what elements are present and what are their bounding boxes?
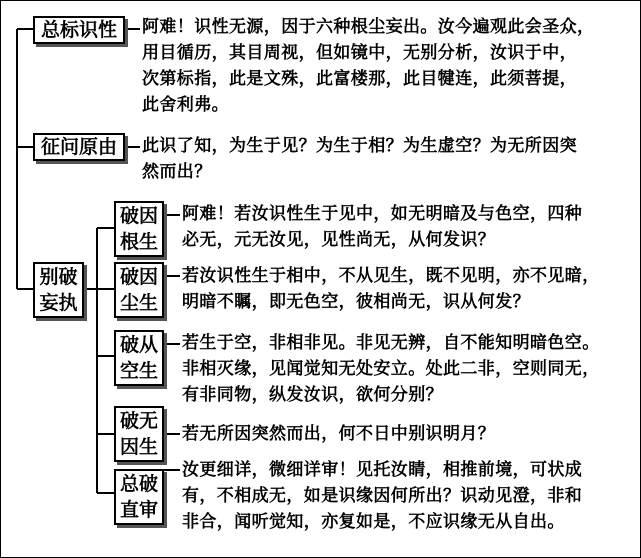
node-zhengwen-yuanyou xyxy=(33,133,125,161)
text-poyin xyxy=(182,421,495,447)
node-label-line: 别破 xyxy=(39,266,78,288)
text-line: 必无，元无汝见，见性尚无，从何发识？ xyxy=(182,230,496,250)
node-label-line: 破从 xyxy=(119,334,158,356)
text-pokong xyxy=(182,330,600,408)
node-pocong-kongsheng xyxy=(114,330,164,386)
node-label-line: 总破 xyxy=(119,473,158,495)
node-biepo-wangzhi xyxy=(33,262,84,318)
text-line: 有非同物，纵发汝识，欲何分别？ xyxy=(182,385,443,405)
node-powu-yinsheng xyxy=(114,406,164,462)
node-zongbiao-shixing xyxy=(33,16,125,44)
text-line: 阿难！若汝识性生于见中，如无明暗及与色空，四种 xyxy=(182,204,583,224)
text-line: 用目循历，其目周视，但如镜中，无别分析，汝识于中， xyxy=(142,43,577,63)
node-poyin-chensheng xyxy=(114,262,164,318)
text-line: 若生于空，非相非见。非见无辨，自不能知明暗色空。 xyxy=(182,333,600,353)
node-label-line: 直审 xyxy=(119,499,158,521)
text-line: 此舍利弗。 xyxy=(142,95,229,115)
text-line: 次第标指，此是文殊，此富楼那，此目犍连，此须菩提， xyxy=(142,69,577,89)
node-label-line: 破因 xyxy=(119,266,158,288)
text-zhengwen xyxy=(142,133,577,185)
node-label-line: 破因 xyxy=(119,205,158,227)
text-line: 若汝识性生于相中，不从见生，既不见明，亦不见暗， xyxy=(182,266,600,286)
text-line: 阿难！识性无源，因于六种根尘妄出。汝今遍观此会圣众， xyxy=(142,17,595,37)
text-line: 若无所因突然而出，何不日中别识明月？ xyxy=(182,424,496,444)
text-zongbiao xyxy=(142,14,594,118)
node-label-line: 因生 xyxy=(119,436,158,458)
node-zongpo-zhishen xyxy=(114,469,164,525)
text-line: 此识了知，为生于见？为生于相？为生虚空？为无所因突 xyxy=(142,136,577,156)
node-label: 总标识性 xyxy=(40,19,117,41)
node-label-line: 尘生 xyxy=(119,292,158,314)
text-line: 汝更细详，微细详审！见托汝睛，相推前境，可状成 xyxy=(182,460,583,480)
node-label-line: 根生 xyxy=(119,231,158,253)
node-label-line: 空生 xyxy=(119,360,158,382)
text-line: 非相灭缘，见闻觉知无处安立。处此二非，空则同无， xyxy=(182,359,600,379)
text-line: 有，不相成无，如是识缘因何所出？识动见澄，非和 xyxy=(182,486,583,506)
text-zongpo xyxy=(182,457,582,535)
node-label: 征问原由 xyxy=(40,136,117,158)
node-poyin-gensheng xyxy=(114,201,164,257)
text-pochen xyxy=(182,263,600,315)
text-line: 明暗不瞩，即无色空，彼相尚无，识从何发？ xyxy=(182,292,530,312)
text-line: 非合，闻听觉知，亦复如是，不应识缘无从自出。 xyxy=(182,512,565,532)
node-label-line: 破无 xyxy=(119,410,158,432)
text-pogen xyxy=(182,201,582,253)
node-label-line: 妄执 xyxy=(39,292,78,314)
text-line: 然而出？ xyxy=(142,162,212,182)
